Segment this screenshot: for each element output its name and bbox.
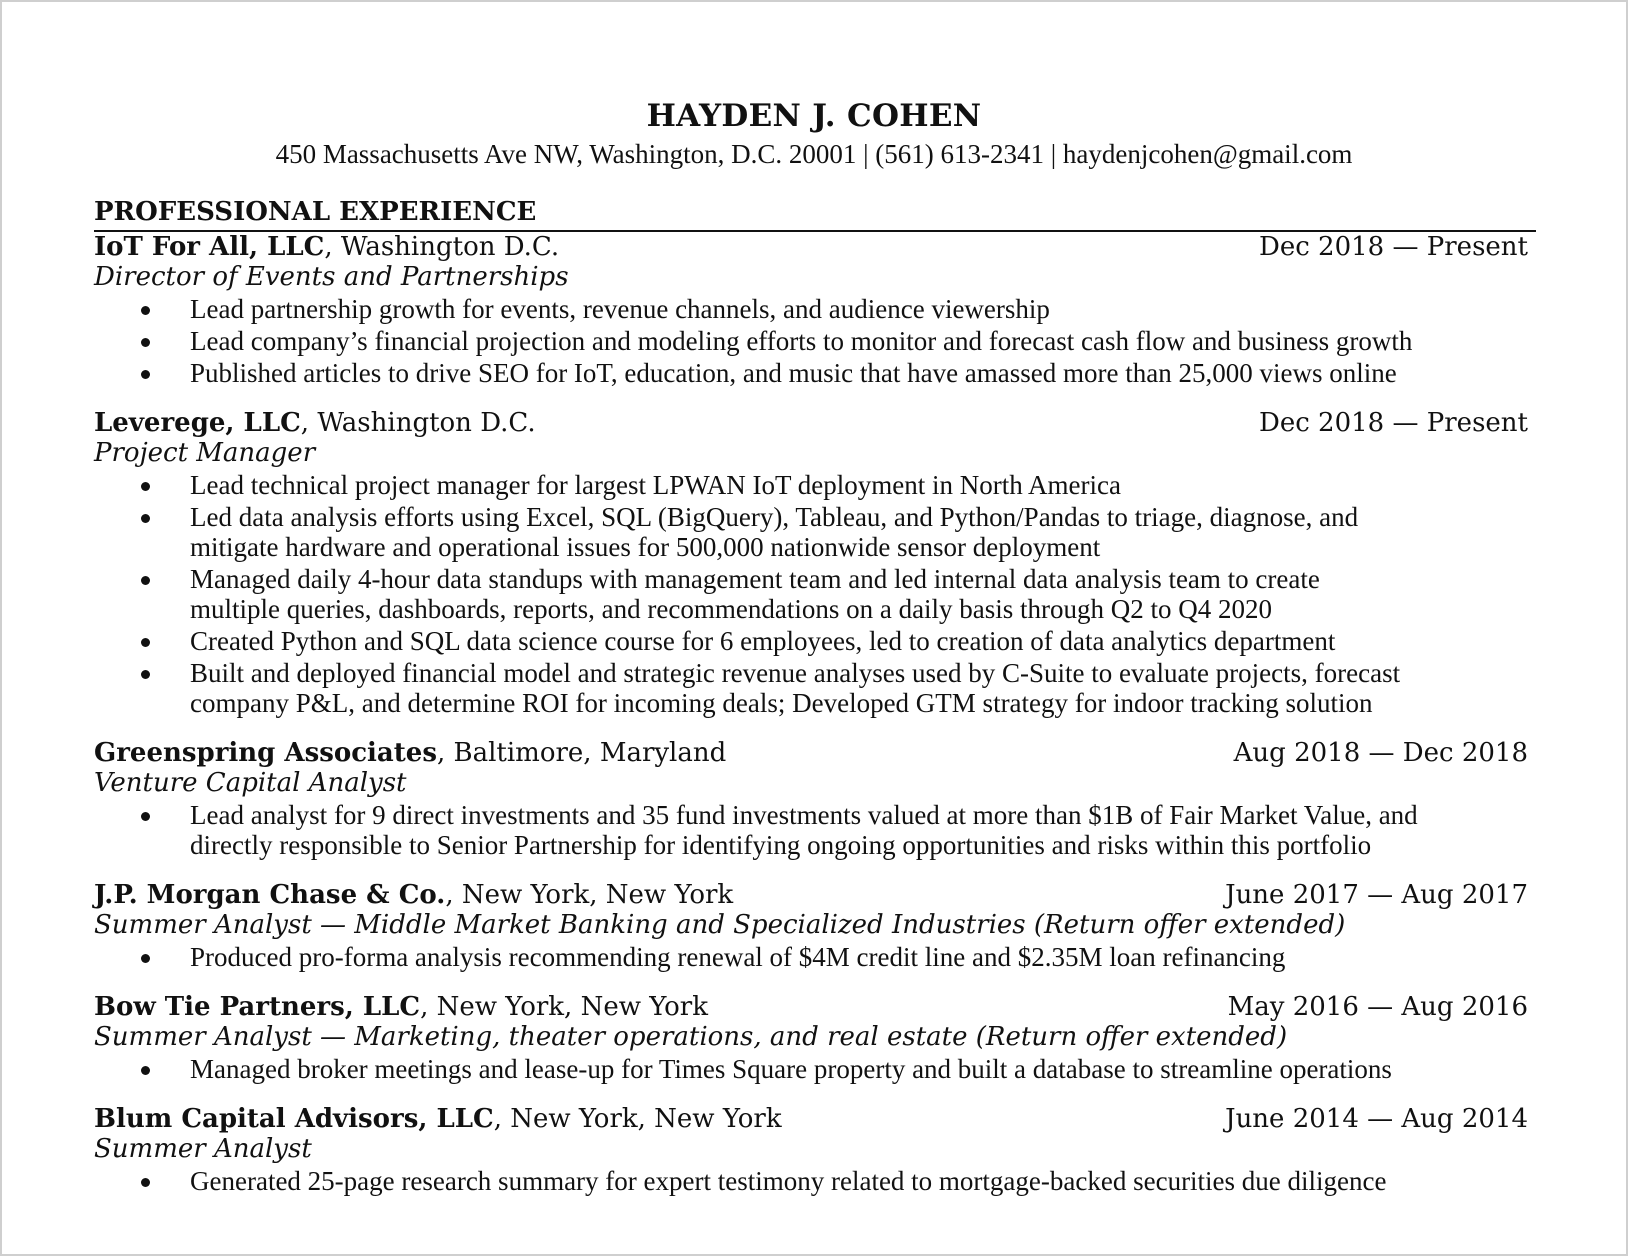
bullet-icon	[141, 638, 150, 647]
bullet-icon	[141, 954, 150, 963]
bullet-text: Lead analyst for 9 direct investments and 35 fund investments valued at more than $1B of Fair Market Value, and directly responsible to Senior Partnership for identifying ongoing opportunities and risks within this portfolio	[190, 800, 1418, 860]
bullet-item	[94, 358, 1534, 388]
job-dates: May 2016 — Aug 2016	[1227, 992, 1528, 1022]
job-dates: June 2017 — Aug 2017	[1225, 880, 1528, 910]
job-entry	[94, 408, 1534, 718]
bullet-icon	[141, 1066, 150, 1075]
job-entry	[94, 232, 1534, 388]
company-name: Leverege, LLC	[94, 408, 301, 438]
company-name: J.P. Morgan Chase & Co.	[94, 880, 446, 910]
job-entry	[94, 738, 1534, 860]
bullet-item	[94, 1166, 1534, 1196]
bullet-list	[94, 470, 1534, 718]
bullet-item	[94, 942, 1534, 972]
job-entry	[94, 992, 1534, 1084]
bullet-list	[94, 942, 1534, 972]
job-employer	[94, 1104, 782, 1134]
bullet-text: Managed daily 4-hour data standups with management team and led internal data analysis team to create multiple queries, dashboards, reports, and recommendations on a daily basis through Q2 to Q4 2020	[190, 564, 1320, 624]
job-location: , New York, New York	[445, 880, 734, 910]
job-entry	[94, 1104, 1534, 1196]
bullet-list	[94, 294, 1534, 388]
job-dates: June 2014 — Aug 2014	[1225, 1104, 1528, 1134]
company-name: Blum Capital Advisors, LLC	[94, 1104, 494, 1134]
job-employer	[94, 408, 536, 438]
job-header	[94, 738, 1534, 768]
job-location: , New York, New York	[493, 1104, 782, 1134]
bullet-text: Created Python and SQL data science course for 6 employees, led to creation of data analytics department	[190, 626, 1336, 656]
job-header	[94, 232, 1534, 262]
bullet-text: Published articles to drive SEO for IoT, education, and music that have amassed more than 25,000 views online	[190, 358, 1397, 388]
bullet-text: Lead technical project manager for largest LPWAN IoT deployment in North America	[190, 470, 1121, 500]
bullet-item	[94, 658, 1534, 718]
job-title: Summer Analyst — Marketing, theater operations, and real estate (Return offer extended)	[94, 1022, 1288, 1052]
bullet-text: Led data analysis efforts using Excel, SQL (BigQuery), Tableau, and Python/Pandas to triage, diagnose, and mitigate hardware and operational issues for 500,000 nationwide sensor deployment	[190, 502, 1359, 562]
job-employer	[94, 880, 733, 910]
experience-section	[94, 194, 1536, 1196]
job-dates: Dec 2018 — Present	[1259, 232, 1528, 262]
job-employer	[94, 992, 708, 1022]
bullet-list	[94, 800, 1534, 860]
job-header	[94, 880, 1534, 910]
bullet-text: Lead partnership growth for events, revenue channels, and audience viewership	[190, 294, 1050, 324]
bullet-text: Managed broker meetings and lease-up for Times Square property and built a database to streamline operations	[190, 1054, 1392, 1084]
section-title: PROFESSIONAL EXPERIENCE	[94, 194, 1536, 232]
bullet-icon	[141, 482, 150, 491]
bullet-icon	[141, 514, 150, 523]
bullet-text: Lead company’s financial projection and modeling efforts to monitor and forecast cash flow and business growth	[190, 326, 1413, 356]
bullet-icon	[141, 338, 150, 347]
job-entry	[94, 880, 1534, 972]
bullet-item	[94, 294, 1534, 324]
bullet-text: Built and deployed financial model and strategic revenue analyses used by C-Suite to evaluate projects, forecast company P&L, and determine ROI for incoming deals; Developed GTM strategy for indoor tracking solution	[190, 658, 1401, 718]
company-name: Bow Tie Partners, LLC	[94, 992, 421, 1022]
bullet-item	[94, 564, 1534, 624]
job-title: Venture Capital Analyst	[94, 768, 407, 798]
bullet-icon	[141, 1178, 150, 1187]
bullet-item	[94, 470, 1534, 500]
job-location: , Washington D.C.	[300, 408, 536, 438]
job-header	[94, 1104, 1534, 1134]
bullet-list	[94, 1166, 1534, 1196]
bullet-list	[94, 1054, 1534, 1084]
job-title: Summer Analyst — Middle Market Banking and Specialized Industries (Return offer extended)	[94, 910, 1346, 940]
bullet-text: Generated 25-page research summary for expert testimony related to mortgage-backed securities due diligence	[190, 1166, 1387, 1196]
bullet-text: Produced pro-forma analysis recommending renewal of $4M credit line and $2.35M loan refinancing	[190, 942, 1286, 972]
job-location: , Washington D.C.	[324, 232, 560, 262]
job-employer	[94, 232, 559, 262]
contact-line: 450 Massachusetts Ave NW, Washington, D.C. 20001 | (561) 613-2341 | haydenjcohen@gmail.com	[275, 139, 1353, 169]
company-name: IoT For All, LLC	[94, 232, 325, 262]
resume-header	[2, 96, 1626, 172]
bullet-item	[94, 326, 1534, 356]
bullet-icon	[141, 670, 150, 679]
job-list	[94, 232, 1536, 1196]
candidate-name: HAYDEN J. COHEN	[646, 98, 982, 134]
job-location: , Baltimore, Maryland	[436, 738, 727, 768]
job-header	[94, 992, 1534, 1022]
bullet-item	[94, 800, 1534, 860]
bullet-icon	[141, 576, 150, 585]
bullet-icon	[141, 370, 150, 379]
job-location: , New York, New York	[420, 992, 708, 1022]
bullet-item	[94, 626, 1534, 656]
bullet-item	[94, 502, 1534, 562]
job-dates: Dec 2018 — Present	[1259, 408, 1528, 438]
job-title: Director of Events and Partnerships	[94, 262, 569, 292]
job-dates: Aug 2018 — Dec 2018	[1233, 738, 1528, 768]
job-title: Project Manager	[94, 438, 316, 468]
company-name: Greenspring Associates	[94, 738, 437, 768]
job-title: Summer Analyst	[94, 1134, 312, 1164]
job-employer	[94, 738, 726, 768]
bullet-item	[94, 1054, 1534, 1084]
bullet-icon	[141, 812, 150, 821]
bullet-icon	[141, 306, 150, 315]
job-header	[94, 408, 1534, 438]
